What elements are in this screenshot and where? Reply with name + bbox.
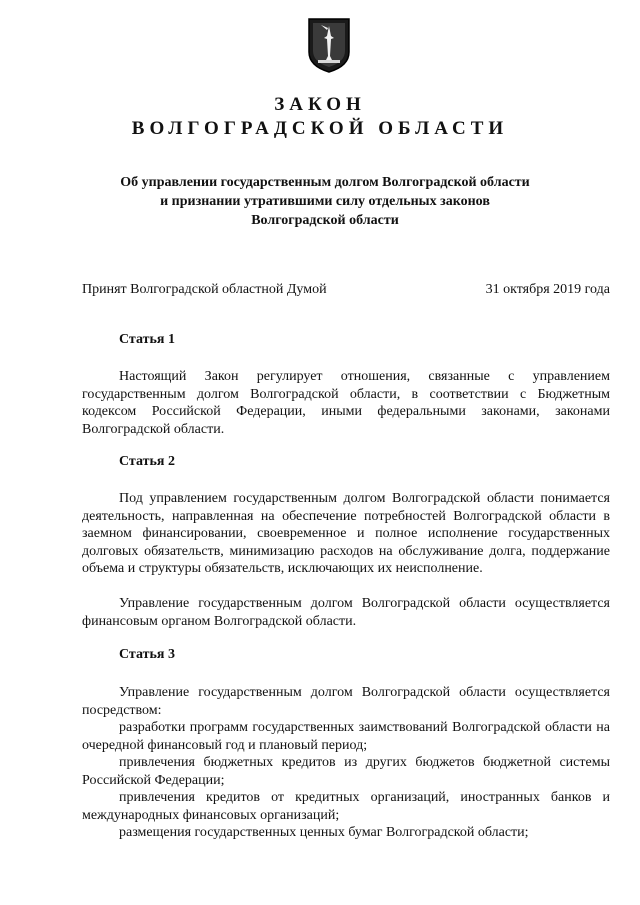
article-3-list-item: привлечения бюджетных кредитов из других бюджетов бюджетной системы Российской Федерации; (82, 755, 610, 788)
article-3-list-item: разработки программ государственных заимствований Волгоградской области на очередной финансовый год и плановый период; (82, 720, 610, 753)
subtitle-line: Об управлении государственным долгом Волгоградской области (120, 175, 530, 190)
region-title: ВОЛГОГРАДСКОЙ ОБЛАСТИ (131, 118, 509, 139)
article-3-list-item: размещения государственных ценных бумаг Волгоградской области; (119, 825, 529, 840)
article-2-paragraph: Управление государственным долгом Волгоградской области осуществляется финансовым органом Волгоградской области. (82, 596, 610, 629)
law-title: ЗАКОН (274, 94, 366, 115)
subtitle-line: Волгоградской области (251, 213, 399, 228)
adoption-date: 31 октября 2019 года (485, 282, 610, 297)
adopting-body: Принят Волгоградской областной Думой (82, 282, 327, 297)
article-3-heading: Статья 3 (119, 647, 175, 662)
law-subtitle (100, 173, 550, 230)
article-1-heading: Статья 1 (119, 332, 175, 347)
article-2-paragraph: Под управлением государственным долгом Волгоградской области понимается деятельность, направленная на обеспечение потребностей Волгоградской области в заемном финансировании, своевременное и полное исполнение государственных долговых обязательств, минимизацию расходов на обслуживание долга, поддержание объема и структуры обязательств, исключающих их неисполнение. (82, 491, 610, 576)
subtitle-line: и признании утратившими силу отдельных законов (160, 194, 490, 209)
article-1-paragraph: Настоящий Закон регулирует отношения, связанные с управлением государственным долгом Волгоградской области, в соответствии с Бюджетным кодексом Российской Федерации, иными федеральными законами, законами Волгоградской области. (82, 369, 610, 437)
article-3-list-item: привлечения кредитов от кредитных организаций, иностранных банков и международных финансовых организаций; (82, 790, 610, 823)
coat-of-arms-icon (306, 16, 352, 74)
article-3-paragraph: Управление государственным долгом Волгоградской области осуществляется посредством: (82, 685, 610, 718)
article-2-heading: Статья 2 (119, 454, 175, 469)
